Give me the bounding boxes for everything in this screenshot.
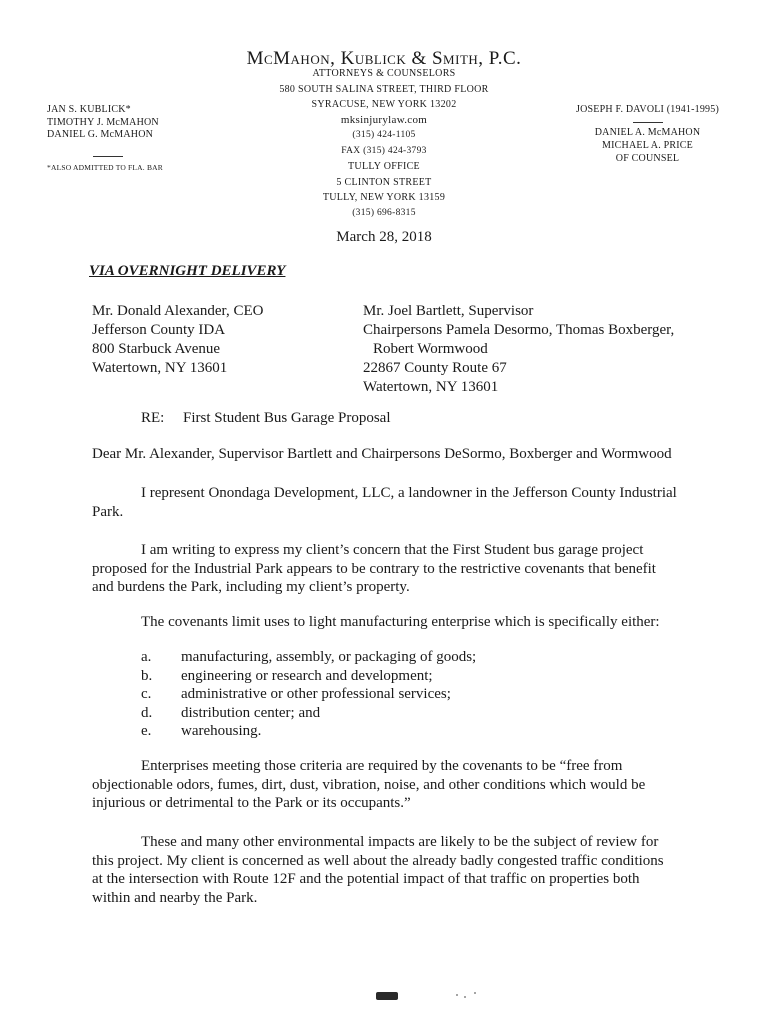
paragraph-line: and burdens the Park, including my client’s property. xyxy=(92,579,410,595)
list-item xyxy=(141,685,476,704)
paragraph-line: Enterprises meeting those criteria are required by the covenants to be “free from xyxy=(141,758,623,774)
letterhead-fax: FAX (315) 424-3793 xyxy=(341,145,427,156)
scan-dot xyxy=(474,992,476,994)
subject-label: RE: xyxy=(141,410,165,426)
paragraph-line: injurious or detrimental to the Park or its occupants.” xyxy=(92,795,411,811)
address-line: 800 Starbuck Avenue xyxy=(92,341,221,357)
list-letter: b. xyxy=(141,667,153,684)
firm-website: mksinjurylaw.com xyxy=(340,113,428,126)
attorney-name: JAN S. KUBLICK* xyxy=(47,104,131,115)
list-text: engineering or research and development; xyxy=(181,667,433,684)
letterhead-line: TULLY OFFICE xyxy=(348,161,420,172)
body-paragraph xyxy=(92,757,688,813)
divider xyxy=(93,156,123,157)
paragraph-line: Park. xyxy=(92,503,124,520)
attorney-name: DANIEL A. McMAHON xyxy=(594,127,701,138)
list-item xyxy=(141,667,476,686)
letterhead-phone: (315) 696-8315 xyxy=(352,207,416,218)
letterhead-line: ATTORNEYS & COUNSELORS xyxy=(312,68,456,79)
firm-name-part: & xyxy=(406,48,432,69)
address-line: Chairpersons Pamela Desormo, Thomas Boxberger, xyxy=(363,322,675,338)
letter-date: March 28, 2018 xyxy=(336,229,432,245)
scan-dot xyxy=(456,994,458,996)
list-item xyxy=(141,648,476,667)
letterhead-phone: (315) 424-1105 xyxy=(352,130,416,140)
address-line: Mr. Donald Alexander, CEO xyxy=(92,303,264,319)
paragraph-line: at the intersection with Route 12F and the potential impact of that traffic on properties both xyxy=(92,871,640,887)
list-text: administrative or other professional services; xyxy=(181,686,451,702)
list-letter: c. xyxy=(141,686,152,702)
recipient-address-left xyxy=(92,302,263,378)
address-line: Robert Wormwood xyxy=(373,341,488,357)
firm-name-part: McMahon xyxy=(246,48,331,69)
list-letter: a. xyxy=(141,649,152,665)
address-line: Jefferson County IDA xyxy=(92,322,226,338)
paragraph-line: proposed for the Industrial Park appears to be contrary to the restrictive covenants that benefit xyxy=(92,560,656,577)
letterhead-line: 580 SOUTH SALINA STREET, THIRD FLOOR xyxy=(279,83,489,95)
address-line: Watertown, NY 13601 xyxy=(92,360,228,376)
letterhead-contact xyxy=(234,66,534,221)
recipient-address-right xyxy=(363,302,674,397)
paragraph-line: objectionable odors, fumes, dirt, dust, vibration, noise, and other conditions which would be xyxy=(92,776,646,793)
subject-text: First Student Bus Garage Proposal xyxy=(183,410,391,426)
list-text: warehousing. xyxy=(181,723,262,739)
firm-name-part: , P.C. xyxy=(478,48,522,69)
list-text: distribution center; and xyxy=(181,704,321,721)
address-line: 22867 County Route 67 xyxy=(363,360,507,376)
attorney-name: TIMOTHY J. McMAHON xyxy=(47,116,159,128)
body-paragraph xyxy=(92,613,688,632)
body-paragraph xyxy=(92,833,688,907)
body-paragraph xyxy=(92,541,688,597)
paragraph-line: These and many other environmental impacts are likely to be the subject of review for xyxy=(141,834,659,850)
attorney-name: MICHAEL A. PRICE xyxy=(602,140,693,151)
address-line: Watertown, NY 13601 xyxy=(363,379,499,395)
list-item xyxy=(141,722,476,741)
divider xyxy=(633,122,663,123)
of-counsel-label: OF COUNSEL xyxy=(615,153,680,164)
letterhead-line: TULLY, NEW YORK 13159 xyxy=(322,192,446,203)
list-letter: e. xyxy=(141,723,152,739)
attorney-list-left xyxy=(47,104,159,142)
footer-mark xyxy=(376,992,398,1000)
paragraph-line: within and nearby the Park. xyxy=(92,889,258,906)
list-letter: d. xyxy=(141,704,153,721)
list-item xyxy=(141,704,476,723)
attorney-name: JOSEPH F. DAVOLI (1941-1995) xyxy=(576,104,719,115)
letterhead-line: 5 CLINTON STREET xyxy=(336,176,432,188)
list-text: manufacturing, assembly, or packaging of goods; xyxy=(181,649,477,665)
salutation: Dear Mr. Alexander, Supervisor Bartlett and Chairpersons DeSormo, Boxberger and Wormwood xyxy=(92,446,672,462)
letterhead-line: SYRACUSE, NEW YORK 13202 xyxy=(311,99,457,110)
paragraph-line: this project. My client is concerned as well about the already badly congested traffic conditions xyxy=(92,852,664,869)
delivery-method: VIA OVERNIGHT DELIVERY xyxy=(89,263,286,279)
scan-dot xyxy=(464,996,466,998)
paragraph-line: The covenants limit uses to light manufacturing enterprise which is specifically either: xyxy=(141,614,660,630)
firm-name-part: Smith xyxy=(431,48,479,69)
bar-admission-note: *ALSO ADMITTED TO FLA. BAR xyxy=(47,163,163,172)
paragraph-line: I represent Onondaga Development, LLC, a landowner in the Jefferson County Industrial xyxy=(141,485,677,501)
attorney-list-right xyxy=(560,103,735,165)
attorney-name: DANIEL G. McMAHON xyxy=(47,129,154,140)
firm-name-part: , xyxy=(330,48,341,69)
permitted-uses-list xyxy=(141,648,476,741)
paragraph-line: I am writing to express my client’s concern that the First Student bus garage project xyxy=(141,542,644,558)
address-line: Mr. Joel Bartlett, Supervisor xyxy=(363,303,534,319)
firm-name-part: Kublick xyxy=(340,48,407,69)
body-paragraph xyxy=(92,484,688,521)
subject-line xyxy=(141,410,391,427)
